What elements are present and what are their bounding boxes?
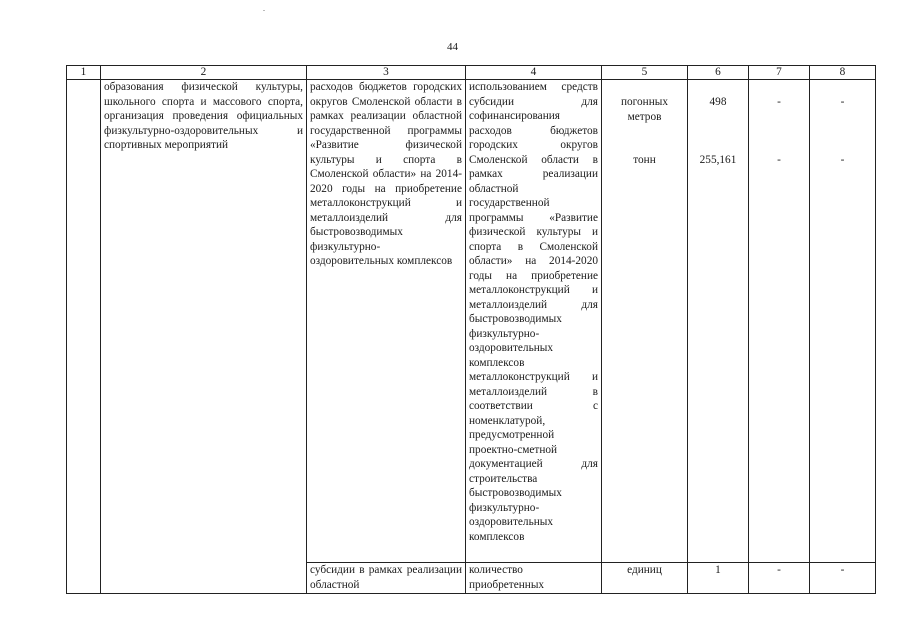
- column-number: 3: [307, 66, 466, 80]
- column-number-row: [67, 66, 876, 80]
- expense-description-cell: расходов бюджетов городских округов Смоленской области в рамках реализации областной государственной программы «Развитие физической культуры и спорта в Смоленской области» на 2014-2020 годы на приобретение металлоконструкций и металлоизделий для быстровозводимых физкультурно-оздоровительных комплексов: [307, 80, 466, 563]
- dash: -: [840, 96, 845, 108]
- col8-cell: [810, 80, 876, 563]
- scan-speck: [263, 10, 265, 11]
- col7-cell: [749, 80, 810, 563]
- value-cell: [688, 80, 749, 563]
- col7-cell: -: [749, 563, 810, 594]
- dash: -: [840, 153, 845, 166]
- unit-cell: [602, 80, 688, 563]
- expense-description-cell: субсидии в рамках реализации областной: [307, 563, 466, 594]
- unit-meters: погонных метров: [620, 96, 669, 123]
- unit-tons: тонн: [633, 154, 656, 166]
- table-row: [67, 80, 876, 563]
- indicator-description-cell: количество приобретенных: [466, 563, 602, 594]
- page-number: 44: [447, 41, 458, 53]
- column-number: 6: [688, 66, 749, 80]
- dash: -: [777, 96, 781, 108]
- value-tons: 255,161: [699, 153, 737, 166]
- indicator-description-cell: использованием средств субсидии для софинансирования расходов бюджетов городских округов Смоленской области в рамках реализации областной государственной программы «Развитие физической культуры и спорта в Смоленской области» на 2014-2020 годы на приобретение металлоконструкций и металлоизделий для быстровозводимых физкультурно-оздоровительных комплексов металлоконструкций и металлоизделий в соответствии с номенклатурой, предусмотренной проектно-сметной документацией для строительства быстровозводимых физкультурно-оздоровительных комплексов: [466, 80, 602, 563]
- column-number: 4: [466, 66, 602, 80]
- column-number: 1: [67, 66, 101, 80]
- column-number: 7: [749, 66, 810, 80]
- value-cell: 1: [688, 563, 749, 594]
- row-number-cell: [67, 80, 101, 594]
- column-number: 5: [602, 66, 688, 80]
- indicator-table: [66, 65, 876, 594]
- value-meters: 498: [709, 96, 727, 108]
- event-description-cell: образования физической культуры, школьного спорта и массового спорта, организация проведения официальных физкультурно-оздоровительных и спортивных мероприятий: [101, 80, 307, 594]
- column-number: 2: [101, 66, 307, 80]
- col8-cell: -: [810, 563, 876, 594]
- dash: -: [777, 153, 781, 166]
- unit-cell: единиц: [602, 563, 688, 594]
- column-number: 8: [810, 66, 876, 80]
